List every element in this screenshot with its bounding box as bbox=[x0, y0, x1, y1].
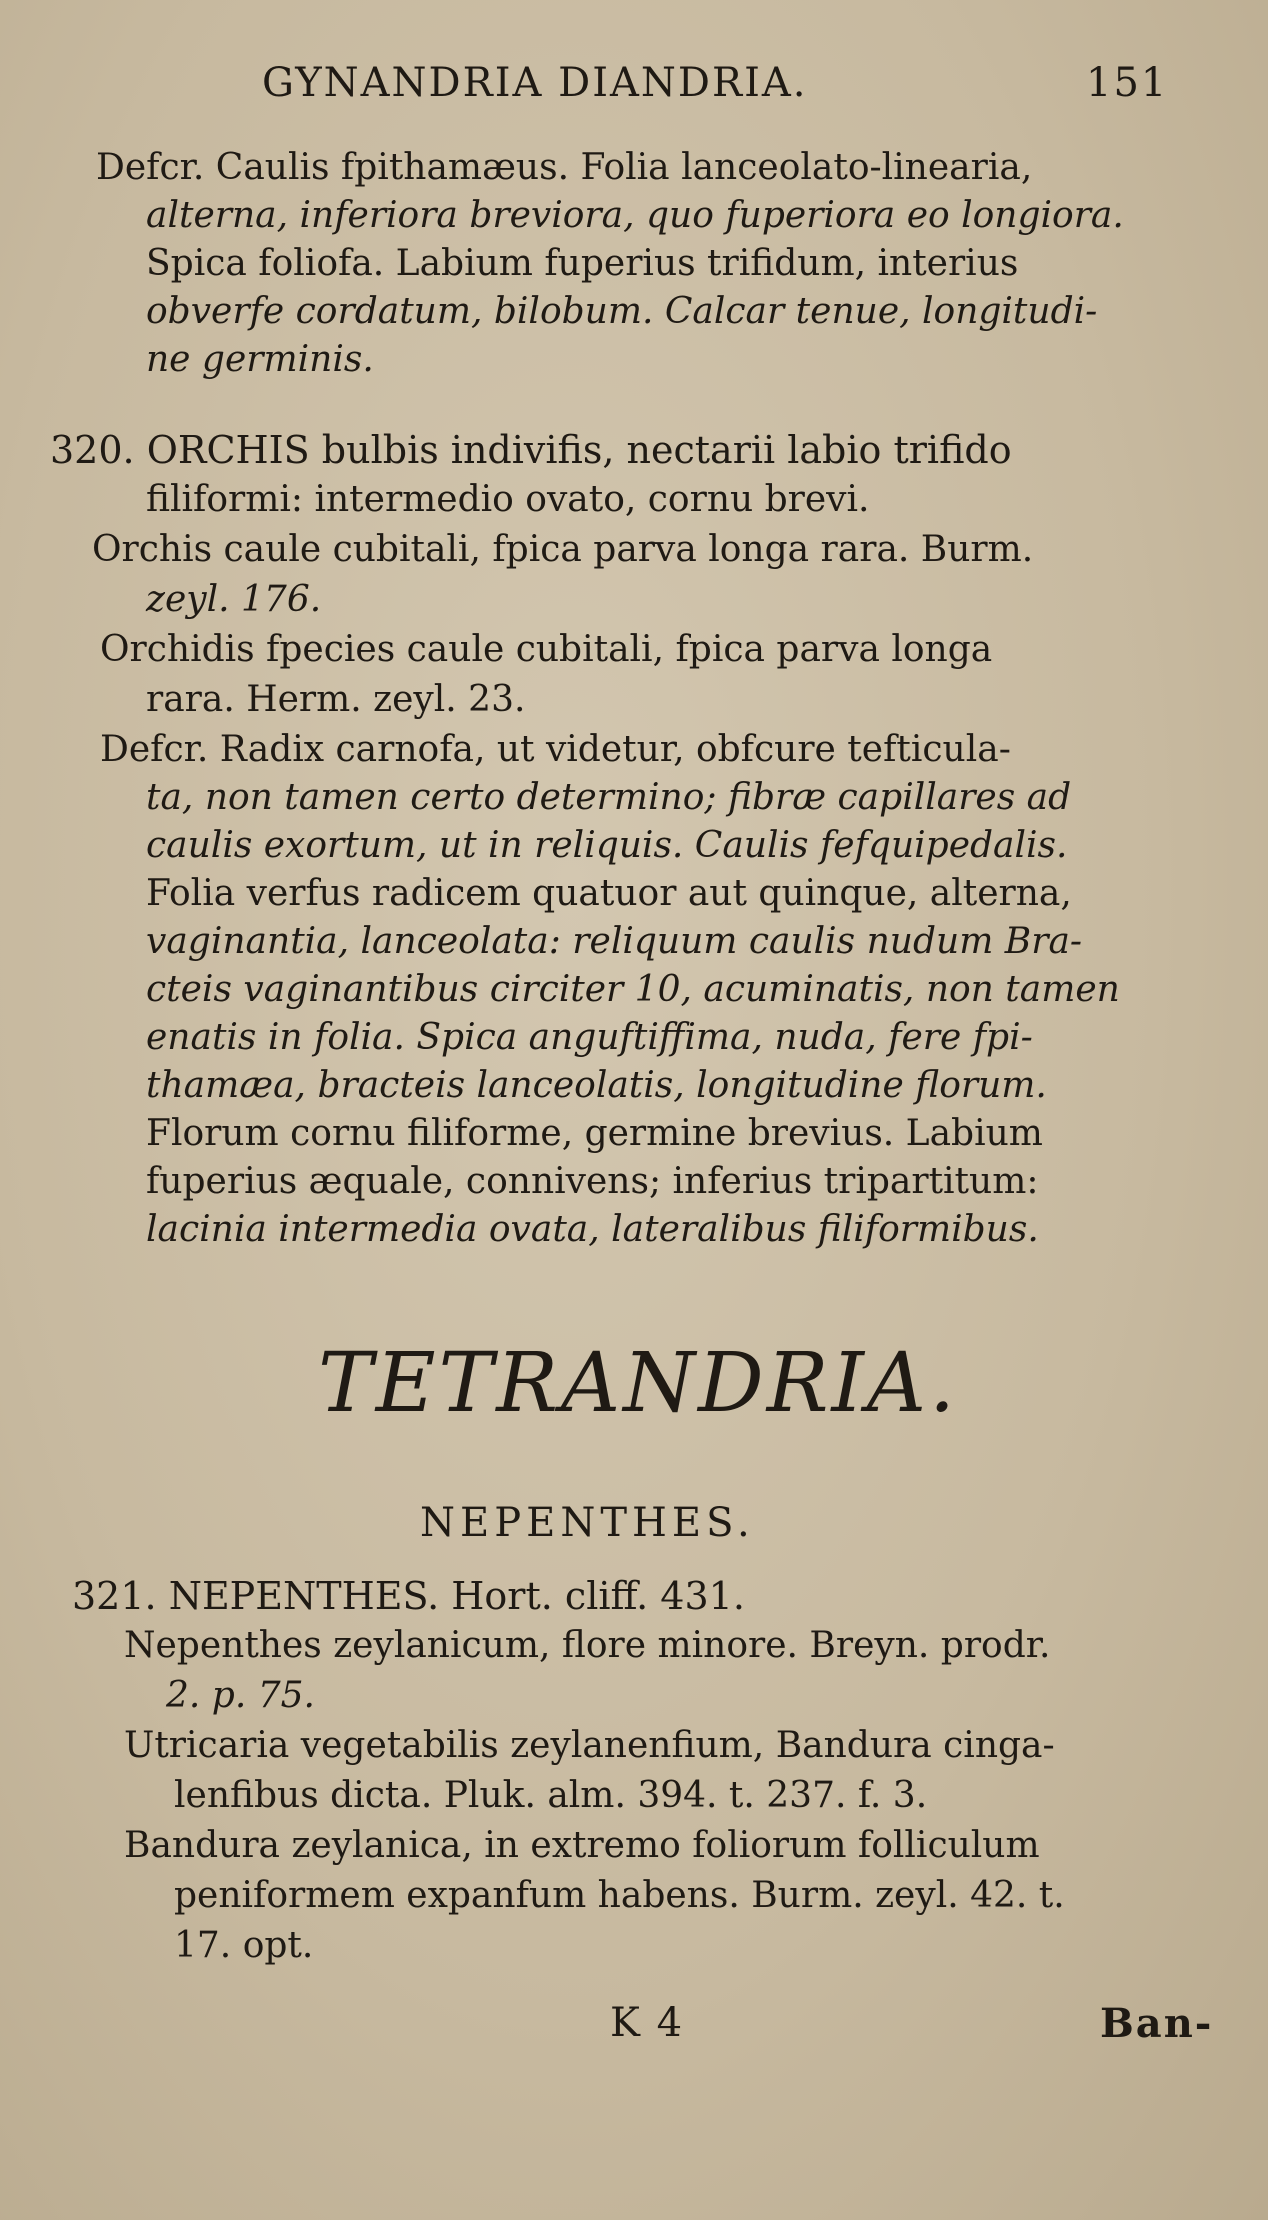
catchword: Ban- bbox=[1100, 2000, 1214, 2047]
signature-mark: K 4 bbox=[610, 2000, 685, 2046]
entry-320-line: vaginantia, lanceolata: reliquum caulis nudum Bra- bbox=[146, 921, 1083, 962]
descr-line: alterna, inferiora breviora, quo fuperiora eo longiora. bbox=[146, 195, 1124, 236]
entry-320-line: Orchis caule cubitali, fpica parva longa rara. Burm. bbox=[92, 529, 1034, 570]
entry-321-line: lenfibus dicta. Pluk. alm. 394. t. 237. f. 3. bbox=[174, 1775, 928, 1816]
entry-320-line: rara. Herm. zeyl. 23. bbox=[146, 679, 526, 720]
entry-320-line: enatis in folia. Spica anguftiffima, nuda, fere fpi- bbox=[146, 1017, 1033, 1058]
entry-320-line: Florum cornu filiforme, germine brevius. Labium bbox=[146, 1113, 1043, 1154]
descr-line: obverfe cordatum, bilobum. Calcar tenue, longitudi- bbox=[146, 291, 1098, 332]
entry-320-line: caulis exortum, ut in reliquis. Caulis fefquipedalis. bbox=[146, 825, 1068, 866]
descr-line: Spica foliofa. Labium fuperius trifidum, interius bbox=[146, 243, 1019, 284]
entry-320-line: fuperius æquale, connivens; inferius tripartitum: bbox=[146, 1161, 1039, 1202]
entry-320-line: lacinia intermedia ovata, lateralibus filiformibus. bbox=[146, 1209, 1039, 1250]
genus-title: NEPENTHES. bbox=[420, 1500, 755, 1546]
entry-321-heading: 321. NEPENTHES. Hort. cliff. 431. bbox=[72, 1574, 745, 1618]
entry-321-line: peniformem expanfum habens. Burm. zeyl. 42. t. bbox=[174, 1875, 1065, 1916]
descr-line: Defcr. Caulis fpithamæus. Folia lanceolato-linearia, bbox=[96, 147, 1033, 188]
entry-320-line: Folia verfus radicem quatuor aut quinque, alterna, bbox=[146, 873, 1072, 914]
entry-320-line: zeyl. 176. bbox=[146, 579, 322, 620]
page-number: 151 bbox=[1086, 60, 1169, 106]
entry-320-line: thamæa, bracteis lanceolatis, longitudine florum. bbox=[146, 1065, 1047, 1106]
entry-321-line: 2. p. 75. bbox=[166, 1675, 315, 1716]
entry-321-line: Nepenthes zeylanicum, flore minore. Breyn. prodr. bbox=[124, 1625, 1051, 1666]
running-header: GYNANDRIA DIANDRIA. bbox=[262, 60, 808, 106]
entry-320-line: filiformi: intermedio ovato, cornu brevi. bbox=[146, 479, 870, 520]
descr-line: ne germinis. bbox=[146, 339, 374, 380]
section-title: TETRANDRIA. bbox=[318, 1336, 959, 1431]
entry-321-line: 17. opt. bbox=[174, 1925, 314, 1966]
entry-320-line: cteis vaginantibus circiter 10, acuminatis, non tamen bbox=[146, 969, 1120, 1010]
entry-320-heading: 320. ORCHIS bulbis indivifis, nectarii labio trifido bbox=[50, 428, 1012, 472]
entry-321-line: Bandura zeylanica, in extremo foliorum folliculum bbox=[124, 1825, 1040, 1866]
entry-320-line: Orchidis fpecies caule cubitali, fpica parva longa bbox=[100, 629, 993, 670]
entry-320-line: Defcr. Radix carnofa, ut videtur, obfcure tefticula- bbox=[100, 729, 1011, 770]
entry-321-line: Utricaria vegetabilis zeylanenfium, Bandura cinga- bbox=[124, 1725, 1055, 1766]
entry-320-line: ta, non tamen certo determino; fibræ capillares ad bbox=[146, 777, 1072, 818]
